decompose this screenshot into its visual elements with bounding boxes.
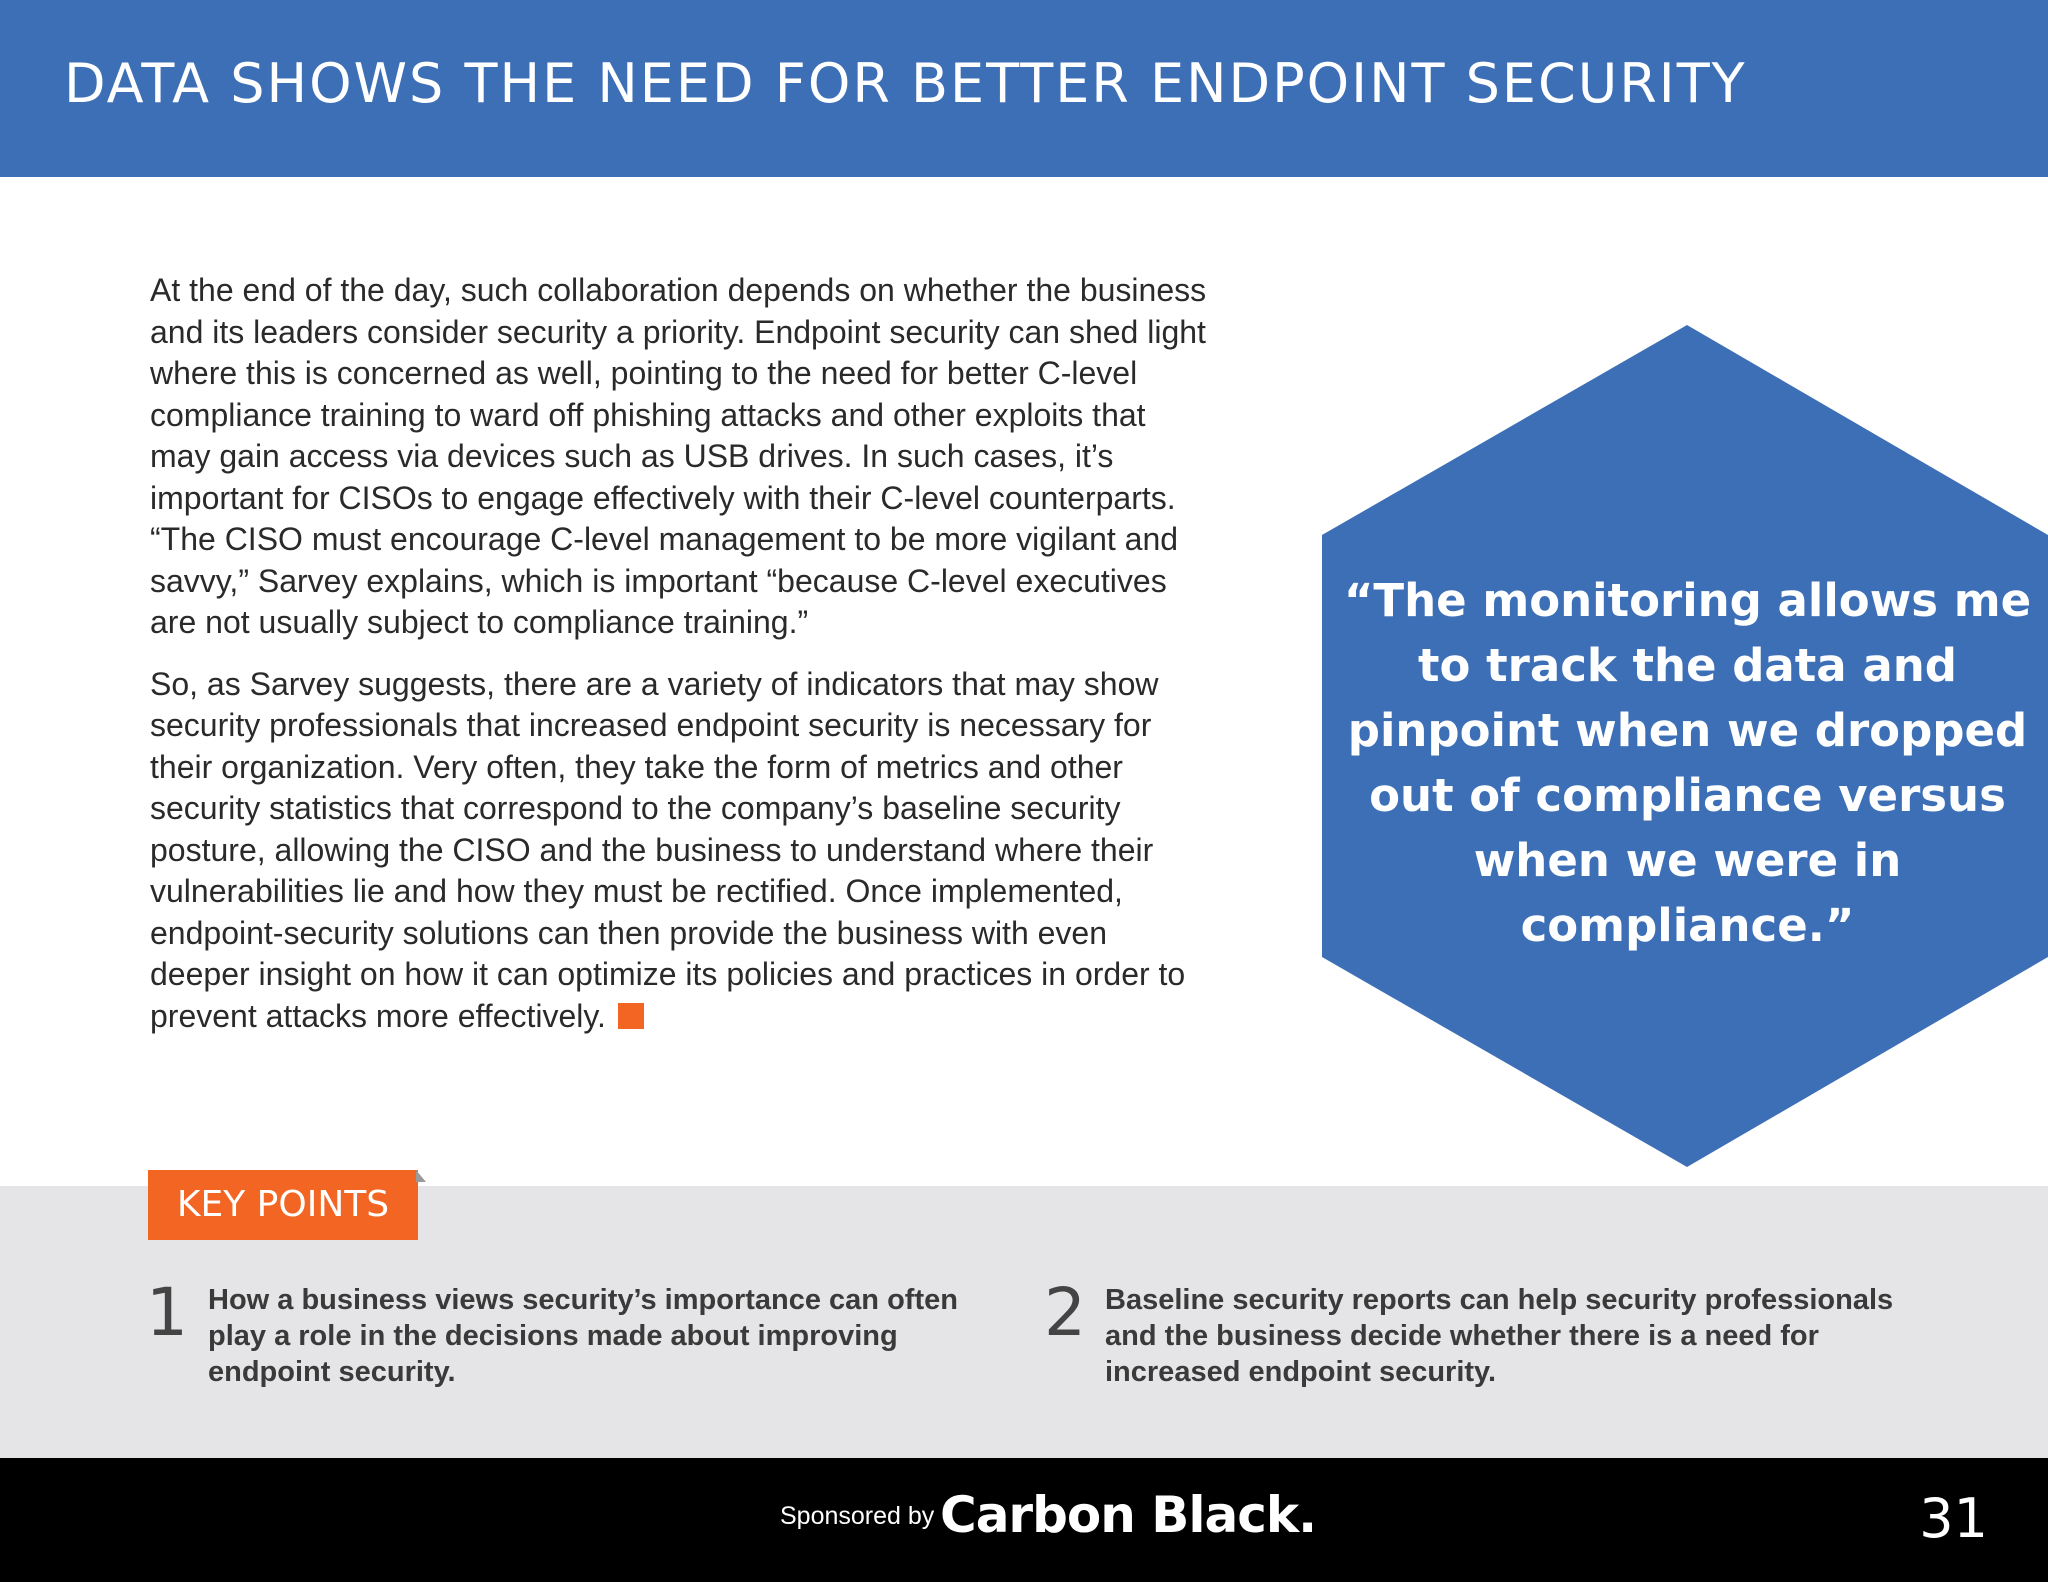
end-of-article-icon bbox=[618, 1003, 644, 1029]
article-paragraph-2 bbox=[150, 664, 1210, 1038]
page-title: DATA SHOWS THE NEED FOR BETTER ENDPOINT SECURITY bbox=[64, 52, 1747, 115]
sponsored-label: Sponsored by bbox=[780, 1502, 935, 1530]
article-paragraph-1: At the end of the day, such collaboration depends on whether the business and its leaders consider security a priority. Endpoint security can shed light where this is concerned as well, pointing to the need for better C-level compliance training to ward off phishing attacks and other exploits that may gain access via devices such as USB drives. In such cases, it’s important for CISOs to engage effectively with their C-level counterparts. “The CISO must encourage C-level management to be more vigilant and savvy,” Sarvey explains, which is important “because C-level executives are not usually subject to compliance training.” bbox=[150, 272, 1207, 640]
key-point-text-1: How a business views security’s importance can often play a role in the decisions made about improving endpoint security. bbox=[208, 1284, 958, 1388]
key-point-text-2: Baseline security reports can help security professionals and the business decide whether there is a need for increased endpoint security. bbox=[1105, 1284, 1894, 1388]
article-paragraph-2-text: So, as Sarvey suggests, there are a variety of indicators that may show security professionals that increased endpoint security is necessary for their organization. Very often, they take the form of metrics and other security statistics that correspond to the company’s baseline security posture, allowing the CISO and the business to understand where their vulnerabilities lie and how they must be rectified. Once implemented, endpoint-security solutions can then provide the business with even deeper insight on how it can optimize its policies and practices in order to prevent attacks more effectively. bbox=[150, 665, 1186, 1034]
key-point-number-2: 2 bbox=[1044, 1274, 1086, 1351]
key-points-label: KEY POINTS bbox=[148, 1170, 418, 1240]
pull-quote: “The monitoring allows me to track the data and pinpoint when we dropped out of compliance versus when we were in compliance.” bbox=[1343, 574, 2032, 952]
header-banner bbox=[0, 0, 2048, 177]
key-point-number-1: 1 bbox=[146, 1274, 188, 1351]
article-body bbox=[150, 270, 1210, 1057]
page-number: 31 bbox=[1919, 1487, 1988, 1550]
sponsor-logo: Carbon Black. bbox=[940, 1486, 1317, 1544]
key-points-label-fold bbox=[416, 1170, 426, 1182]
